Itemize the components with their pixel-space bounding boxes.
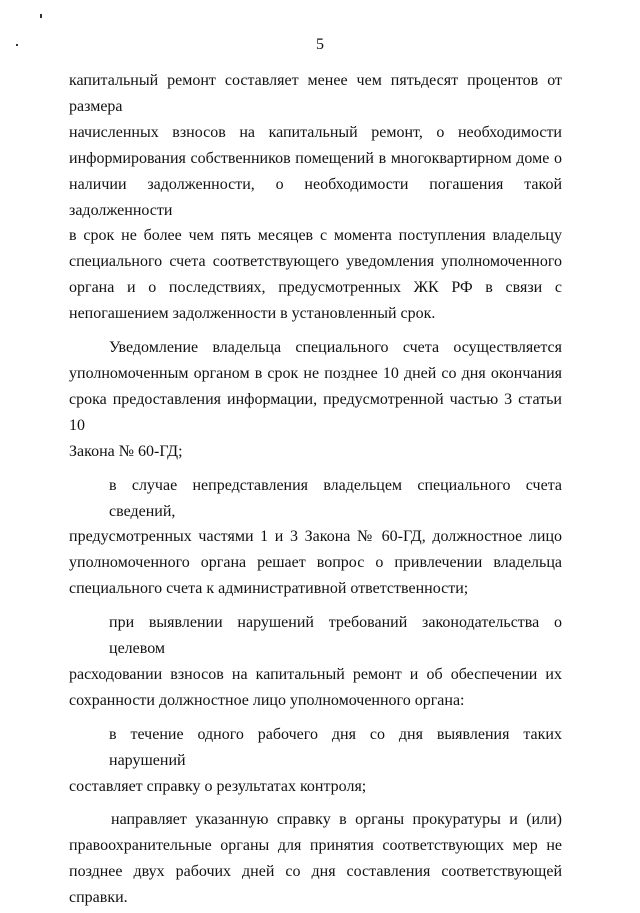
paragraph (69, 610, 562, 714)
text-line: при выявлении нарушений требований законодательства о целевом (109, 614, 562, 658)
text-line: капитальный ремонт составляет менее чем пятьдесят процентов от размера (69, 72, 562, 115)
scan-speck (16, 44, 18, 46)
text-line: специального счета соответствующего уведомления уполномоченного (69, 253, 562, 271)
text-line: срока предоставления информации, предусмотренной частью 3 статьи 10 (69, 390, 562, 434)
text-line: сохранности должностное лицо уполномоченного органа: (69, 691, 465, 709)
text-line: информирования собственников помещений в многоквартирном доме о (69, 149, 562, 167)
document-body (69, 68, 562, 911)
paragraph (69, 473, 562, 603)
text-line: позднее двух рабочих дней со дня составления соответствующей справки. (69, 863, 562, 907)
text-line: начисленных взносов на капитальный ремонт, о необходимости (69, 123, 562, 141)
text-line: Закона № 60-ГД; (69, 442, 183, 460)
text-line: расходовании взносов на капитальный ремонт и об обеспечении их (69, 665, 562, 683)
paragraph (69, 722, 562, 800)
text-line: непогашением задолженности в установленный срок. (69, 305, 436, 323)
text-line: предусмотренных частями 1 и 3 Закона № 60-ГД, должностное лицо (69, 528, 562, 546)
page-number: 5 (316, 36, 324, 53)
text-line: Уведомление владельца специального счета осуществляется (109, 339, 562, 357)
paragraph (69, 807, 562, 911)
text-line: в срок не более чем пять месяцев с момента поступления владельцу (69, 227, 562, 245)
scan-speck (40, 14, 42, 18)
paragraph (69, 68, 562, 327)
text-line: уполномоченным органом в срок не позднее 10 дней со дня окончания (69, 364, 562, 382)
text-line: правоохранительные органы для принятия соответствующих мер не (69, 837, 562, 855)
text-line: специального счета к административной ответственности; (69, 580, 469, 598)
paragraph (69, 335, 562, 465)
text-line: уполномоченного органа решает вопрос о привлечении владельца (69, 554, 562, 572)
text-line: в случае непредставления владельцем специального счета сведений, (109, 476, 562, 520)
text-line: наличии задолженности, о необходимости погашения такой задолженности (69, 175, 562, 219)
text-line: органа и о последствиях, предусмотренных ЖК РФ в связи с (69, 279, 562, 297)
text-line: составляет справку о результатах контроля; (69, 777, 367, 795)
text-line: направляет указанную справку в органы прокуратуры и (или) (111, 811, 562, 829)
text-line: в течение одного рабочего дня со дня выявления таких нарушений (109, 725, 562, 769)
